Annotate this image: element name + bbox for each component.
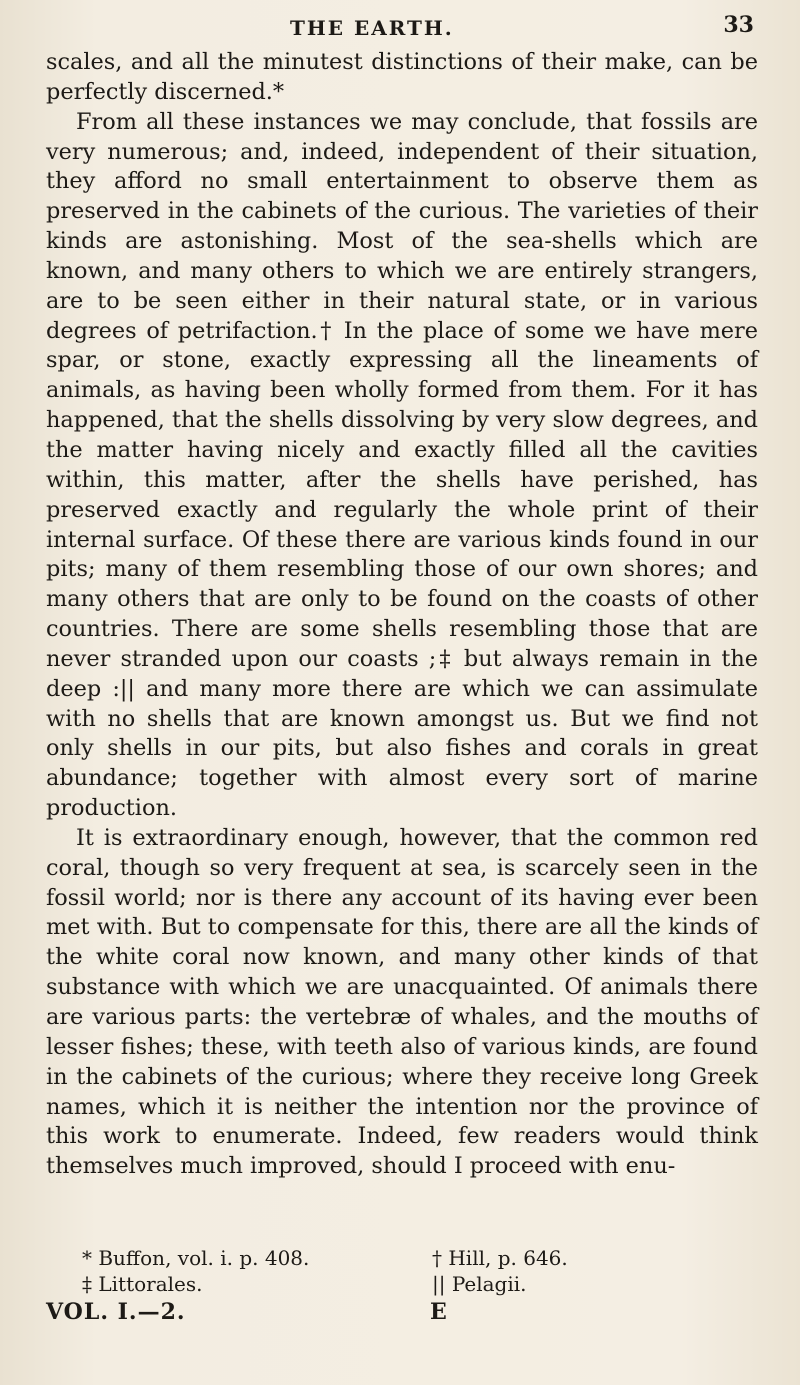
footnote: † Hill, p. 646. <box>432 1246 568 1270</box>
footnote-row <box>82 1245 742 1271</box>
footnotes <box>82 1245 742 1297</box>
page-number: 33 <box>723 12 754 38</box>
volume-signature: VOL. I.—2. <box>46 1299 186 1325</box>
signature-mark: E <box>430 1299 447 1325</box>
printer-signature <box>46 1299 754 1329</box>
footnote-row <box>82 1271 742 1297</box>
body-text <box>46 48 758 1182</box>
paragraph: It is extraordinary enough, however, that the common red coral, though so very frequent at sea, is scarcely seen in the fossil world; nor is there any account of its having ever been met with. But to compensate for this, there are all the kinds of the white coral now known, and many other kinds of that substance with which we are unacquainted. Of animals there are various parts: the vertebræ of whales, and the mouths of lesser fishes; these, with teeth also of various kinds, are found in the cabinets of the curious; where they receive long Greek names, which it is neither the intention nor the province of this work to enumerate. Indeed, few readers would think themselves much improved, should I proceed with enu- <box>46 824 758 1180</box>
footnote: * Buffon, vol. i. p. 408. <box>82 1246 310 1270</box>
paragraph-continued: scales, and all the minutest distinctions of their make, can be perfectly discerned.* <box>46 49 758 105</box>
footnote: ‡ Littorales. <box>82 1272 203 1296</box>
page-header <box>0 12 800 46</box>
paragraph: From all these instances we may conclude, that fossils are very numerous; and, indeed, independent of their situation, they afford no small entertainment to observe them as preserved in the cabinets of the curious. The varieties of their kinds are astonishing. Most of the sea-shells which are known, and many others to which we are entirely strangers, are to be seen either in their natural state, or in various degrees of petrifaction.† In the place of some we have mere spar, or stone, exactly expressing all the lineaments of animals, as having been wholly formed from them. For it has happened, that the shells dissolving by very slow degrees, and the matter having nicely and exactly filled all the cavities within, this matter, after the shells have perished, has preserved exactly and regularly the whole print of their internal surface. Of these there are various kinds found in our pits; many of them resembling those of our own shores; and many others that are only to be found on the coasts of other countries. There are some shells resembling those that are never stranded upon our coasts ;‡ but always remain in the deep :|| and many more there are which we can assimulate with no shells that are known amongst us. But we find not only shells in our pits, but also fishes and corals in great abundance; together with almost every sort of marine production. <box>46 108 758 822</box>
footnote: || Pelagii. <box>432 1272 527 1296</box>
running-head: THE EARTH. <box>290 16 454 40</box>
